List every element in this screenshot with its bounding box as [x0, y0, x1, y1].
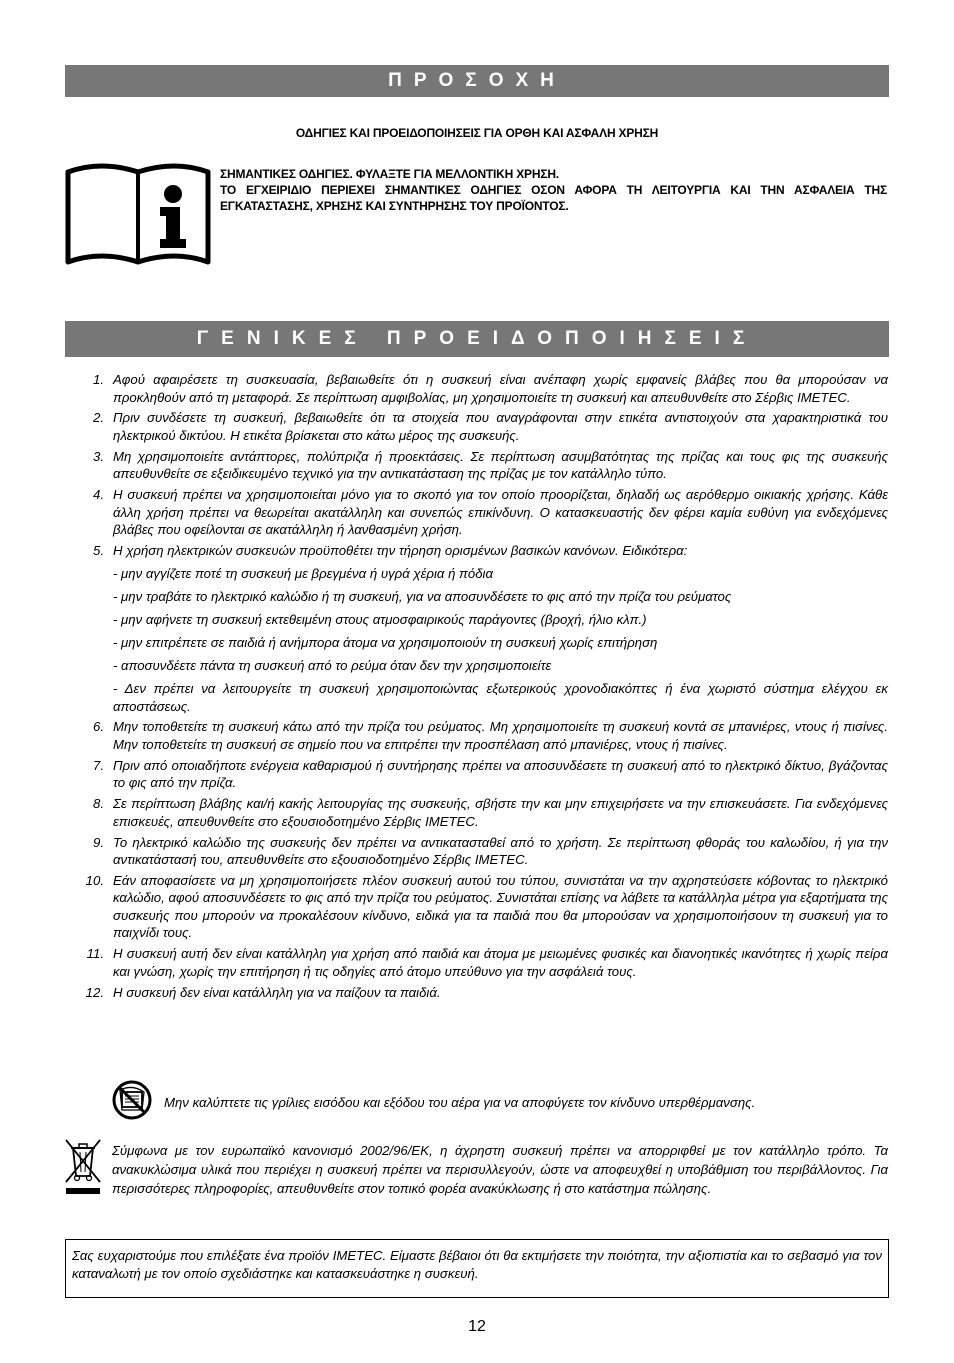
item-number: 10. [85, 872, 104, 888]
item-text: Μη χρησιμοποιείτε αντάπτορες, πολύπριζα ή προεκτάσεις. Σε περίπτωση ασυμβατότητας της πρίζας και τους φις της συσκευής απευθυνθείτε σε εξειδικευμένο τεχνικό για την αντικατάσταση της πρίζας με τον κατάλληλο τύπο. [113, 448, 888, 482]
general-warnings-banner: ΓΕΝΙΚΕΣ ΠΡΟΕΙΔΟΠΟΙΗΣΕΙΣ [65, 321, 889, 357]
attention-banner: ΠΡΟΣΟΧΗ [65, 65, 889, 97]
item-text: Πριν από οποιαδήποτε ενέργεια καθαρισμού ή συντήρησης πρέπει να αποσυνδέσετε τη συσκευή από το ηλεκτρικό δίκτυο, βγάζοντας το φις από την πρίζα. [113, 757, 888, 791]
cover-warning [112, 1080, 888, 1120]
list-item [80, 757, 888, 792]
item-number: 5. [93, 543, 104, 559]
sub-item: - μην αφήνετε τη συσκευή εκτεθειμένη στους ατμοσφαιρικούς παράγοντες (βροχή, ήλιο κλπ.) [113, 611, 647, 627]
list-item [80, 795, 888, 830]
important-notice [220, 166, 887, 214]
do-not-cover-icon [112, 1080, 152, 1120]
thank-you-text: Σας ευχαριστούμε που επιλέξατε ένα προϊόν IMETEC. Είμαστε βέβαιοι ότι θα εκτιμήσετε την ποιότητα, την αξιοπιστία και το σεβασμό για τον καταναλωτή με τον οποίο σχεδιάστηκε και κατασκευάστηκε η συσκευή. [72, 1248, 882, 1281]
weee-disposal-text: Σύμφωνα με τον ευρωπαϊκό κανονισμό 2002/96/ΕΚ, η άχρηστη συσκευή πρέπει να απορριφθεί με τον κατάλληλο τρόπο. Τα ανακυκλώσιμα υλικά που περιέχει η συσκευή πρέπει να περισυλλεγούν, ώστε να αποφευχθεί η υποβάθμιση του περιβάλλοντος. Για περισσότερες πληροφορίες, απευθυνθείτε στον τοπικό φορέα ανακύκλωσης ή στο κατάστημα πώλησης. [112, 1143, 888, 1196]
list-item [80, 448, 888, 483]
item-number: 7. [93, 757, 104, 773]
sub-item: - μην τραβάτε το ηλεκτρικό καλώδιο ή τη συσκευή, για να αποσυνδέσετε το φις από την πρίζα του ρεύματος [113, 588, 732, 604]
item-number: 11. [86, 946, 104, 962]
crossed-bin-icon [63, 1136, 103, 1196]
item-number: 12. [85, 984, 104, 1000]
warnings-list [80, 371, 888, 1005]
list-item [80, 371, 888, 406]
sub-item: - μην αγγίζετε ποτέ τη συσκευή με βρεγμένα ή υγρά χέρια ή πόδια [113, 565, 493, 581]
list-item [80, 984, 888, 1002]
item-text: Μην τοποθετείτε τη συσκευή κάτω από την πρίζα του ρεύματος. Μη χρησιμοποιείτε τη συσκευή κοντά σε μπανιέρες, ντους ή πισίνες. Μην τοποθετείτε τη συσκευή σε σημείο που να επιτρέπει την προσπέλαση από μπανιέρες, ντους ή πισίνες. [113, 719, 888, 752]
item-number: 6. [93, 719, 104, 735]
item-text: Σε περίπτωση βλάβης και/ή κακής λειτουργίας της συσκευής, σβήστε την και μην επιχειρήσετε να την επισκευάσετε. Για ενδεχόμενες επισκευές, απευθυνθείτε στο εξουσιοδοτημένο Σέρβις IMETEC. [113, 796, 888, 829]
important-line-2: ΤΟ ΕΓΧΕΙΡΙΔΙΟ ΠΕΡΙΕΧΕΙ ΣΗΜΑΝΤΙΚΕΣ ΟΔΗΓΙΕΣ ΟΣΟΝ ΑΦΟΡΑ ΤΗ ΛΕΙΤΟΥΡΓΙΑ ΚΑΙ ΤΗΝ ΑΣΦΑΛΕΙΑ ΤΗΣ ΕΓΚΑΤΑΣΤΑΣΗΣ, ΧΡΗΣΗΣ ΚΑΙ ΣΥΝΤΗΡΗΣΗΣ ΤΟΥ ΠΡΟΪΟΝΤΟΣ. [220, 183, 887, 213]
item-text: Η συσκευή πρέπει να χρησιμοποιείται μόνο για το σκοπό για τον οποίο προορίζεται, δηλαδή ως αερόθερμο οικιακής χρήσης. Κάθε άλλη χρήση πρέπει να θεωρείται ακατάλληλη και συνεπώς επικίνδυνη. Ο κατασκευαστής δεν φέρει καμία ευθύνη για ενδεχόμενες βλάβες που οφείλονται σε ακατάλληλη ή λανθασμένη χρήση. [113, 487, 888, 538]
item-text: Αφού αφαιρέσετε τη συσκευασία, βεβαιωθείτε ότι η συσκευή είναι ανέπαφη χωρίς εμφανείς βλάβες που θα μπορούσαν να προκληθούν από τη μεταφορά. Σε περίπτωση αμφιβολίας, μη χρησιμοποιείτε τη συσκευή και απευθυνθείτε στο Σέρβις IMETEC. [113, 372, 888, 405]
list-item [80, 718, 888, 753]
item-text: Πριν συνδέσετε τη συσκευή, βεβαιωθείτε ότι τα στοιχεία που αναγράφονται στην ετικέτα αντιστοιχούν στα χαρακτηριστικά του ηλεκτρικού δικτύου. Η ετικέτα βρίσκεται στο κάτω μέρος της συσκευής. [113, 410, 888, 443]
page-number: 12 [468, 1318, 486, 1335]
item-text: Η συσκευή δεν είναι κατάλληλη για να παίζουν τα παιδιά. [113, 984, 441, 1000]
info-manual-icon [65, 162, 211, 270]
list-item [80, 542, 888, 715]
list-item [80, 409, 888, 444]
thank-you-box [65, 1239, 889, 1298]
important-line-1: ΣΗΜΑΝΤΙΚΕΣ ΟΔΗΓΙΕΣ. ΦΥΛΑΞΤΕ ΓΙΑ ΜΕΛΛΟΝΤΙΚΗ ΧΡΗΣΗ. [220, 167, 559, 181]
item-number: 9. [93, 834, 104, 850]
list-item [80, 872, 888, 942]
sub-item: - αποσυνδέετε πάντα τη συσκευή από το ρεύμα όταν δεν την χρησιμοποιείτε [113, 657, 552, 673]
item-number: 4. [93, 487, 104, 503]
item-number: 8. [93, 796, 104, 812]
list-item [80, 945, 888, 980]
item-number: 3. [93, 448, 104, 464]
item-text: Η συσκευή αυτή δεν είναι κατάλληλη για χρήση από παιδιά και άτομα με μειωμένες φυσικές και διανοητικές ικανότητες ή χωρίς πείρα και γνώση, χωρίς την επιτήρηση ή τις οδηγίες από άτομο υπεύθυνο για την ασφάλειά τους. [113, 946, 888, 979]
item-text: Εάν αποφασίσετε να μη χρησιμοποιήσετε πλέον συσκευή αυτού του τύπου, συνιστάται να την αχρηστεύσετε κόβοντας το ηλεκτρικό καλώδιο, αφού αποσυνδέσετε το φις από την πρίζα του ρεύματος. Συνιστάται επίσης να λάβετε τα κατάλληλα μέτρα για εξαρτήματα της συσκευής που μπορούν να προκαλέσουν κίνδυνο, ειδικά για τα παιδιά που θα μπορούσαν να χρησιμοποιήσουν τη συσκευή για το παιχνίδι τους. [113, 872, 888, 941]
item-text: Η χρήση ηλεκτρικών συσκευών προϋποθέτει την τήρηση ορισμένων βασικών κανόνων. Ειδικότερα: [113, 543, 688, 559]
item-number: 1. [93, 372, 104, 387]
item-number: 2. [93, 410, 104, 426]
section-subtitle: ΟΔΗΓΙΕΣ ΚΑΙ ΠΡΟΕΙΔΟΠΟΙΗΣΕΙΣ ΓΙΑ ΟΡΘΗ ΚΑΙ ΑΣΦΑΛΗ ΧΡΗΣΗ [295, 126, 659, 140]
sub-item: - Δεν πρέπει να λειτουργείτε τη συσκευή χρησιμοποιώντας εξωτερικούς χρονοδιακόπτες ή ένα χωριστό σύστημα ελέγχου εκ αποστάσεως. [113, 681, 888, 714]
sub-item: - μην επιτρέπετε σε παιδιά ή ανήμπορα άτομα να χρησιμοποιούν τη συσκευή χωρίς επιτήρηση [113, 634, 658, 650]
list-item [80, 834, 888, 869]
item-text: Το ηλεκτρικό καλώδιο της συσκευής δεν πρέπει να αντικατασταθεί από το χρήστη. Σε περίπτωση φθοράς του καλωδίου, ή για την αντικατάστασή του, απευθυνθείτε στο εξουσιοδοτημένο Σέρβις IMETEC. [113, 834, 888, 868]
cover-warning-text: Μην καλύπτετε τις γρίλιες εισόδου και εξόδου του αέρα για να αποφύγετε τον κίνδυνο υπερθέρμανσης. [164, 1095, 756, 1110]
sub-list [113, 565, 888, 715]
list-item [80, 486, 888, 539]
